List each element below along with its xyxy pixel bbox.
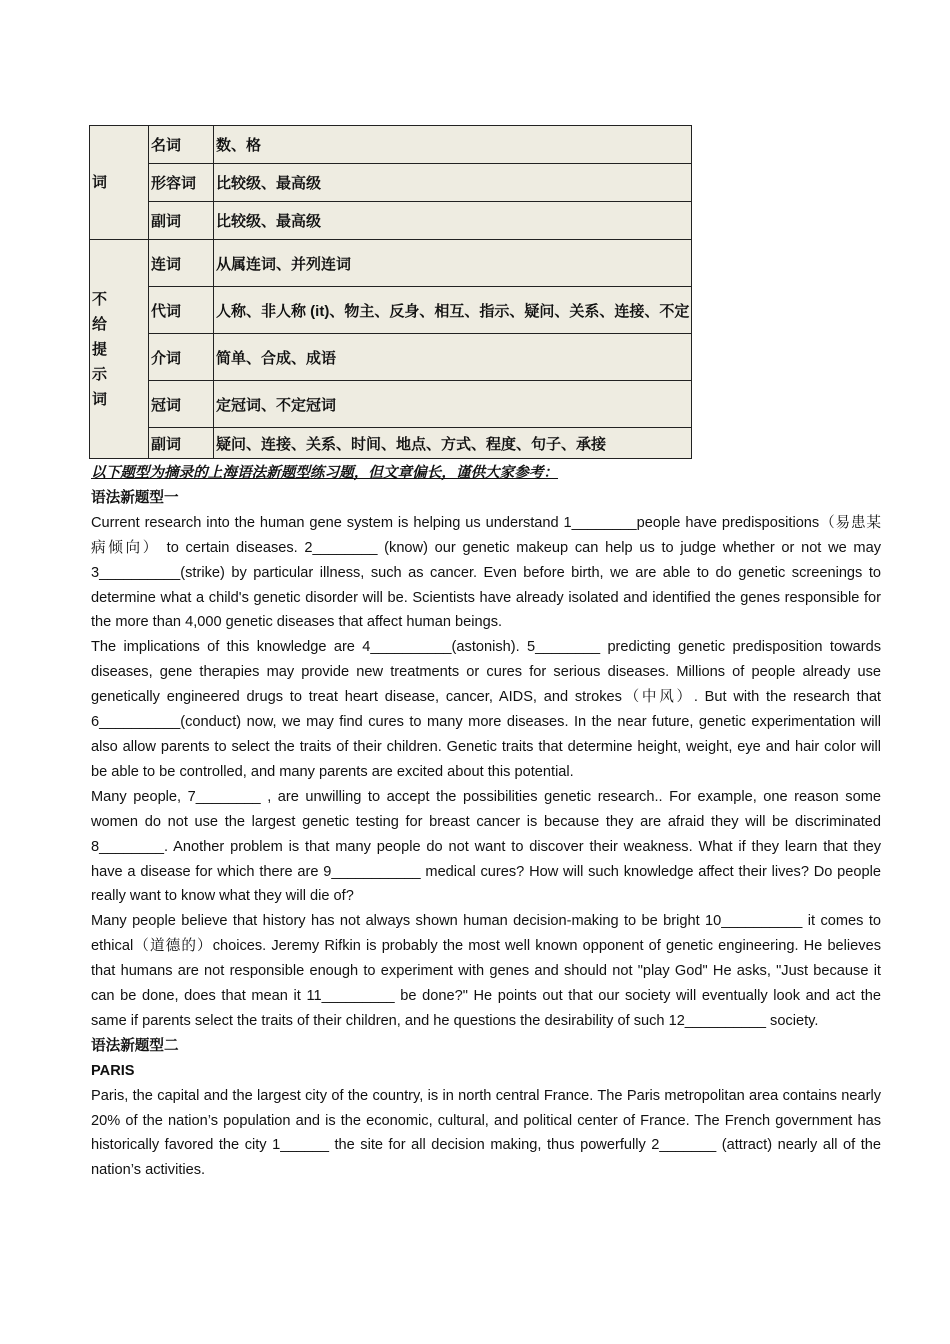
pos-cell: 介词 (149, 334, 214, 381)
table-row (90, 334, 692, 381)
table-row (90, 240, 692, 287)
desc-cell: 比较级、最高级 (214, 202, 692, 240)
table-row (90, 428, 692, 459)
section-title: 语法新题型二 (91, 1037, 179, 1054)
desc-cell: 简单、合成、成语 (214, 334, 692, 381)
pos-cell: 副词 (149, 428, 214, 459)
article-body (91, 461, 881, 1183)
group-label: 不给提示词 (92, 290, 108, 408)
desc-cell: 疑问、连接、关系、时间、地点、方式、程度、句子、承接 (214, 428, 692, 459)
reference-note: 以下题型为摘录的上海语法新题型练习题，但文章偏长，谨供大家参考： (91, 465, 559, 481)
pos-cell: 名词 (149, 126, 214, 164)
group-label: 词 (92, 174, 108, 191)
desc-cell: 从属连词、并列连词 (214, 240, 692, 287)
table-row (90, 381, 692, 428)
table-row (90, 287, 692, 334)
paragraph: Current research into the human gene system is helping us understand 1________people have predispositions（易患某病倾向） to certain diseases. 2________ (know) our genetic makeup can help us to judge whether or not we may 3__________(strike) by particular illness, such as cancer. Even before birth, we are able to do genetic screenings to determine what a child's genetic disorder will be. Scientists have already isolated and identified the genes responsible for the more than 4,000 genetic diseases that affect human beings. (91, 514, 881, 631)
pos-cell: 连词 (149, 240, 214, 287)
table-row (90, 126, 692, 164)
table-row (90, 164, 692, 202)
pos-cell: 形容词 (149, 164, 214, 202)
paragraph: The implications of this knowledge are 4__________(astonish). 5________ predicting genetic predisposition towards diseases, gene therapies may provide new treatments or cures for serious diseases. Millions of people already use genetically engineered drugs to treat heart disease, cancer, AIDS, and strokes（中风）. But with the research that 6__________(conduct) now, we may find cures to many more diseases. In the near future, genetic experimentation will also allow parents to select the traits of their children. Genetic traits that determine height, weight, eye and hair color will be able to be controlled, and many parents are excited about this potential. (91, 639, 881, 780)
pos-cell: 副词 (149, 202, 214, 240)
section-subtitle: PARIS (91, 1062, 135, 1079)
paragraph: Many people believe that history has not always shown human decision-making to be bright 10__________ it comes to ethical（道德的）choices. Jeremy Rifkin is probably the most well known opponent of genetic engineering. He believes that humans are not responsible enough to experiment with genes and should not "play God" He asks, "Just because it can be done, does that mean it 11_________ be done?" He points out that our society will eventually look and act the same if parents select the traits of their children, and he questions the desirability of such 12__________ society. (91, 913, 881, 1029)
desc-cell: 比较级、最高级 (214, 164, 692, 202)
paragraph: Many people, 7________ , are unwilling to accept the possibilities genetic research.. For example, one reason some women do not use the largest genetic testing for breast cancer is because they are afraid they will be discriminated 8________. Another problem is that many people do not want to discover their weakness. What if they learn that they have a disease for which there are 9___________ medical cures? How will such knowledge affect their lives? Do people really want to know what they will die of? (91, 788, 881, 905)
desc-cell: 人称、非人称 (it)、物主、反身、相互、指示、疑问、关系、连接、不定 (214, 287, 692, 334)
desc-cell: 数、格 (214, 126, 692, 164)
pos-cell: 代词 (149, 287, 214, 334)
table-row (90, 202, 692, 240)
group-label-cell (90, 126, 149, 240)
group-label-cell (90, 240, 149, 459)
pos-cell: 冠词 (149, 381, 214, 428)
section-title: 语法新题型一 (91, 489, 179, 506)
desc-cell: 定冠词、不定冠词 (214, 381, 692, 428)
grammar-table (89, 125, 692, 459)
paragraph: Paris, the capital and the largest city of the country, is in north central France. The Paris metropolitan area contains nearly 20% of the nation’s population and is the economic, cultural, and political center of France. The French government has historically favored the city 1______ the site for all decision making, thus powerfully 2_______ (attract) nearly all of the nation’s activities. (91, 1087, 881, 1179)
